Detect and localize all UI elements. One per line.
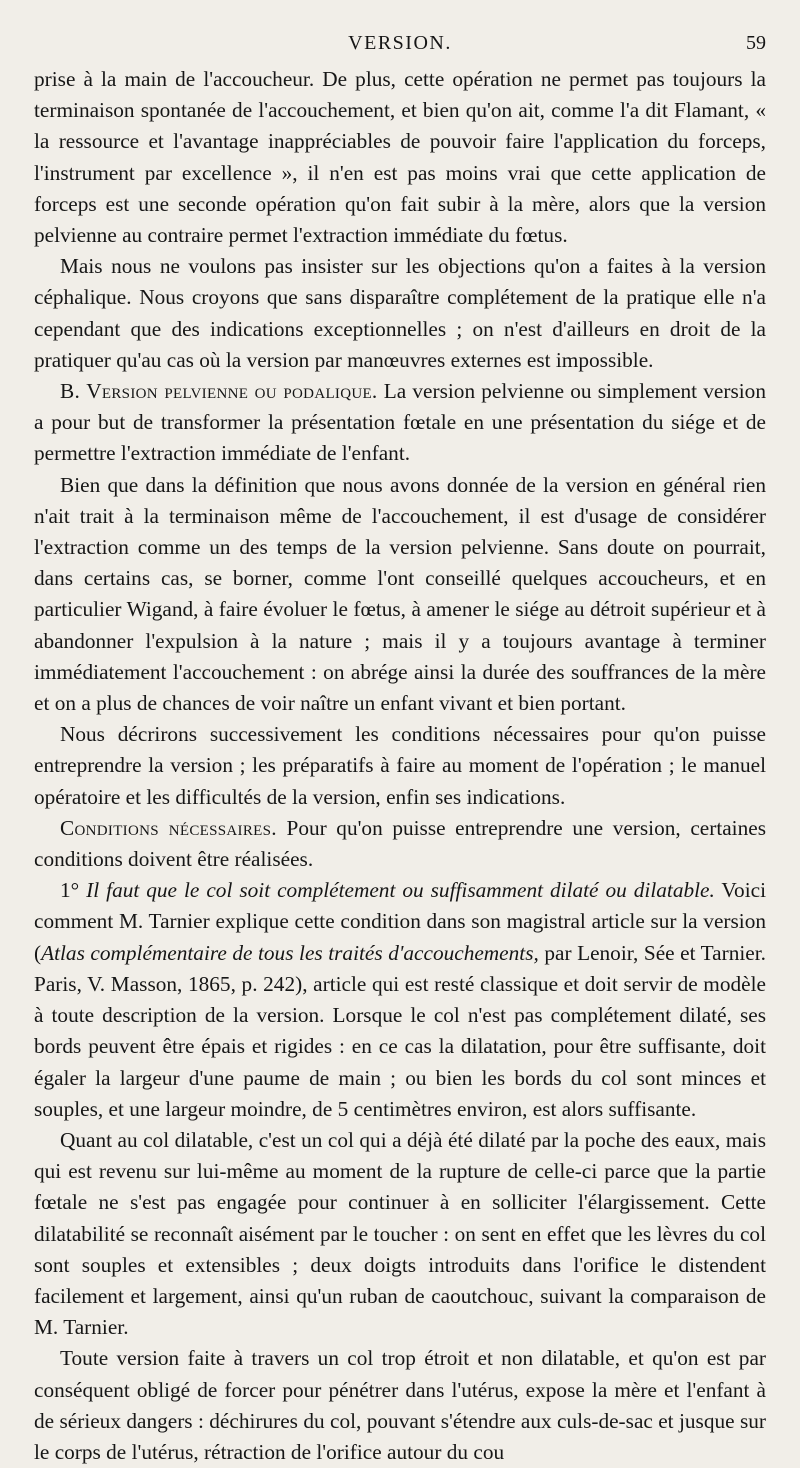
paragraph: [34, 251, 766, 376]
section-heading: Conditions nécessaires.: [60, 815, 277, 840]
paragraph: [34, 376, 766, 470]
text-run: La version pelvienne ou simplement version a pour but de transformer la présentation fœtale en une présentation du siége et de permettre l'extraction immédiate de l'enfant.: [34, 379, 766, 466]
paragraph: [34, 875, 766, 1125]
body-text: [34, 64, 766, 1468]
text-run: Nous décrirons successivement les conditions nécessaires pour qu'on puisse entreprendre la version ; les préparatifs à faire au moment de l'opération ; le manuel opératoire et les difficultés de la version, enfin ses indications.: [34, 722, 766, 809]
text-run: Quant au col dilatable, c'est un col qui a déjà été dilaté par la poche des eaux, mais qui est revenu sur lui-même au moment de la rupture de celle-ci parce que la partie fœtale ne s'est pas engagée pour continuer à en solliciter l'élargissement. Cette dilatabilité se reconnaît aisément par le toucher : on sent en effet que les lèvres du col sont souples et extensibles ; deux doigts introduits dans l'orifice le distendent facilement et largement, ainsi qu'un ruban de caoutchouc, suivant la comparaison de M. Tarnier.: [34, 1127, 766, 1340]
page-number: 59: [746, 32, 766, 54]
paragraph: [34, 719, 766, 813]
paragraph: [34, 1343, 766, 1468]
paragraph: [34, 813, 766, 875]
text-run: 1°: [60, 878, 87, 903]
text-run: Mais nous ne voulons pas insister sur les objections qu'on a faites à la version céphalique. Nous croyons que sans disparaître complétement de la pratique elle n'a cependant que des indications exceptionnelles ; on n'est d'ailleurs en droit de la pratiquer qu'au cas où la version par manœuvres externes est impossible.: [34, 254, 766, 372]
paragraph: [34, 1125, 766, 1343]
section-heading: B. Version pelvienne ou podalique.: [60, 379, 378, 404]
italic-text: Atlas complémentaire de tous les traités d'accouchements,: [41, 940, 539, 965]
text-run: Pour qu'on puisse entreprendre une version, certaines conditions doivent être réalisées.: [34, 815, 766, 872]
italic-text: Il faut que le col soit complétement ou suffisamment dilaté ou dilatable.: [86, 878, 715, 903]
text-run: par Lenoir, Sée et Tarnier. Paris, V. Masson, 1865, p. 242), article qui est resté classique et doit servir de modèle à toute description de la version. Lorsque le col n'est pas complétement dilaté, ses bords peuvent être épais et rigides : en ce cas la dilatation, pour être suffisante, doit égaler la largeur d'une paume de main ; ou bien les bords du col sont minces et souples, et une largeur moindre, de 5 centimètres environ, est alors suffisante.: [34, 940, 766, 1121]
paragraph: [34, 470, 766, 720]
text-run: Voici comment M. Tarnier explique cette condition dans son magistral article sur la version (: [34, 878, 766, 965]
text-run: Bien que dans la définition que nous avons donnée de la version en général rien n'ait trait à la terminaison même de l'accouchement, il est d'usage de considérer l'extraction comme un des temps de la version pelvienne. Sans doute on pourrait, dans certains cas, se borner, comme l'ont conseillé quelques accoucheurs, et en particulier Wigand, à faire évoluer le fœtus, à amener le siége au détroit supérieur et à abandonner l'expulsion à la nature ; mais il y a toujours avantage à terminer immédiatement l'accouchement : on abrége ainsi la durée des souffrances de la mère et on a plus de chances de voir naître un enfant vivant et bien portant.: [34, 472, 766, 716]
running-title: VERSION.: [348, 32, 452, 54]
text-run: prise à la main de l'accoucheur. De plus, cette opération ne permet pas toujours la terminaison spontanée de l'accouchement, et bien qu'on ait, comme l'a dit Flamant, « la ressource et l'avantage inappréciables de pouvoir faire l'application du forceps, l'instrument par excellence », il n'en est pas moins vrai que cette application de forceps est une seconde opération qu'on fait subir à la mère, alors que la version pelvienne au contraire permet l'extraction immédiate du fœtus.: [34, 67, 766, 248]
paragraph: [34, 64, 766, 251]
running-header: [34, 24, 766, 58]
text-run: Toute version faite à travers un col trop étroit et non dilatable, et qu'on est par conséquent obligé de forcer pour pénétrer dans l'utérus, expose la mère et l'enfant à de sérieux dangers : déchirures du col, pouvant s'étendre aux culs-de-sac et jusque sur le corps de l'utérus, rétraction de l'orifice autour du cou: [34, 1346, 766, 1464]
